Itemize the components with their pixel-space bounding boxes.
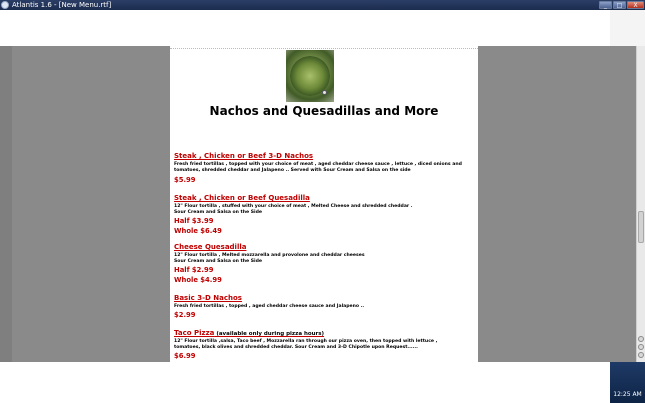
page-ruler bbox=[170, 46, 478, 49]
minimize-icon: _ bbox=[604, 2, 607, 9]
item-price: Half $2.99 bbox=[174, 266, 214, 274]
tray-clock[interactable]: 12:25 AM bbox=[613, 391, 642, 398]
item-price: Whole $6.49 bbox=[174, 227, 222, 235]
title-bar bbox=[0, 0, 645, 10]
maximize-button[interactable] bbox=[613, 1, 626, 9]
item-title: Cheese Quesadilla bbox=[174, 243, 247, 251]
minimize-button[interactable] bbox=[599, 1, 612, 9]
menu-title: Nachos and Quesadillas and More bbox=[209, 104, 439, 118]
item-description-line: tomatoes, shredded cheddar and Jalapeno .. Served with Sour Cream and Salsa on the side bbox=[174, 168, 411, 173]
page-margin-left bbox=[12, 46, 170, 362]
maximize-icon: □ bbox=[616, 2, 623, 9]
close-button[interactable] bbox=[627, 1, 644, 9]
status-area bbox=[0, 362, 610, 403]
atlantis-app-icon[interactable] bbox=[1, 1, 9, 9]
item-description-line: 12" Flour tortilla , stuffed with your choice of meat , Melted Cheese and shredded cheddar . bbox=[174, 204, 413, 209]
next-page-icon[interactable] bbox=[638, 352, 644, 358]
nachos-photo bbox=[286, 50, 334, 102]
document-page[interactable] bbox=[170, 46, 478, 362]
toolbar-right-area bbox=[610, 10, 645, 47]
select-browse-object-icon[interactable] bbox=[638, 344, 644, 350]
taskbar-tray bbox=[610, 362, 645, 403]
item-title: Basic 3-D Nachos bbox=[174, 294, 242, 302]
item-description-line: Fresh fried tortillas , topped , aged cheddar cheese sauce and Jalapeno .. bbox=[174, 304, 365, 309]
item-price: $5.99 bbox=[174, 176, 196, 184]
item-title: Steak , Chicken or Beef Quesadilla bbox=[174, 194, 310, 202]
item-title-text: Taco Pizza bbox=[174, 329, 215, 337]
scrollbar-thumb[interactable] bbox=[638, 211, 644, 243]
item-description-line: 12" Flour tortilla ,salsa, Taco beef , Mozzarella ran through our pizza oven, then topped with lettuce , bbox=[174, 339, 438, 344]
item-price: $2.99 bbox=[174, 311, 196, 319]
item-price: Half $3.99 bbox=[174, 217, 214, 225]
document-area[interactable] bbox=[0, 46, 636, 362]
toolbar-area bbox=[0, 10, 610, 47]
item-description-line: Sour Cream and Salsa on the Side bbox=[174, 210, 263, 215]
plate-garnish bbox=[322, 90, 327, 95]
close-icon: X bbox=[633, 2, 638, 9]
item-description-line: 12" Flour tortilla , Melted mozzarella and provolone and cheddar cheeses bbox=[174, 253, 365, 258]
item-availability-note: (available only during pizza hours) bbox=[214, 331, 325, 337]
vertical-scrollbar[interactable] bbox=[636, 46, 645, 362]
item-description-line: Fresh fried tortillas , topped with your choice of meat , aged cheddar cheese sauce , lettuce , diced onions and bbox=[174, 162, 462, 167]
item-title bbox=[174, 329, 324, 337]
window-title: Atlantis 1.6 - [New Menu.rtf] bbox=[12, 1, 112, 9]
item-price: Whole $4.99 bbox=[174, 276, 222, 284]
item-title: Steak , Chicken or Beef 3-D Nachos bbox=[174, 152, 314, 160]
page-margin-right bbox=[478, 46, 636, 362]
item-description-line: tomatoes, black olives and shredded cheddar. Sour Cream and 3-D Chipotle upon Request...... bbox=[174, 345, 418, 350]
item-price: $6.99 bbox=[174, 352, 196, 360]
previous-page-icon[interactable] bbox=[638, 336, 644, 342]
item-description-line: Sour Cream and Salsa on the Side bbox=[174, 259, 263, 264]
